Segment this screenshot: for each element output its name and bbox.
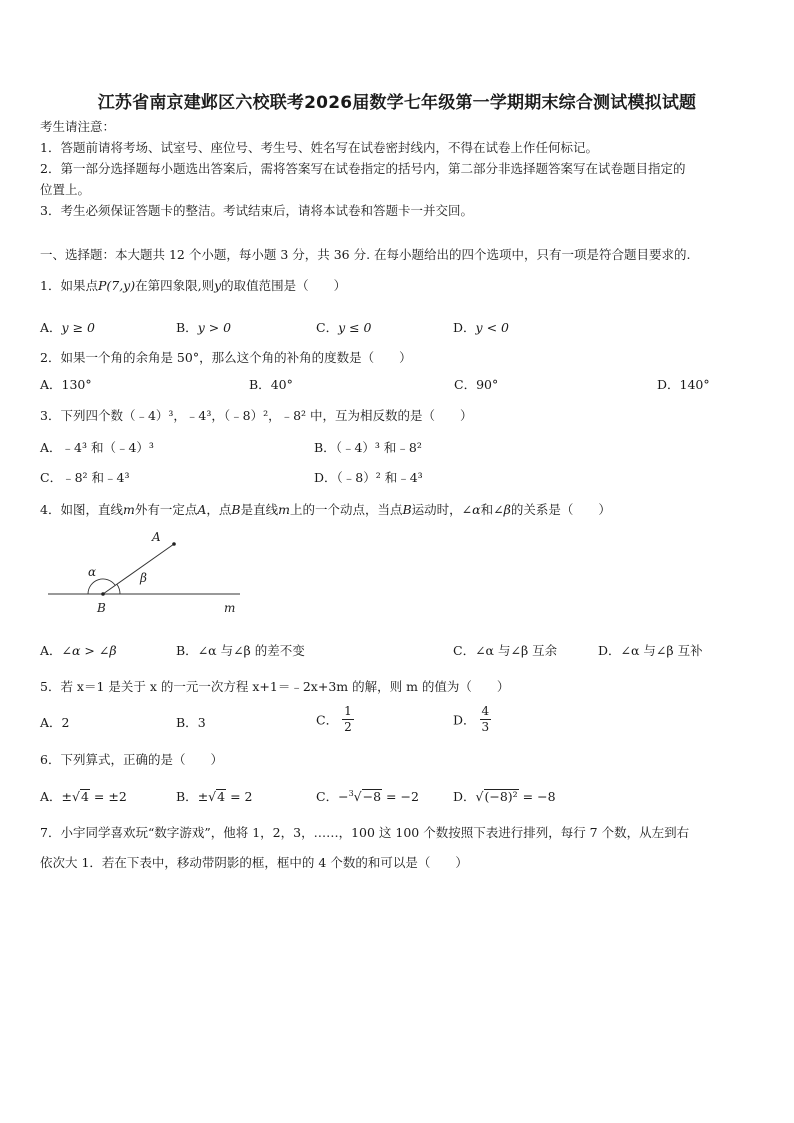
radical-sign-icon: √ — [208, 789, 217, 804]
q6-option-c-index: 3 — [348, 788, 354, 798]
q5-option-b[interactable] — [176, 713, 206, 731]
q4-option-d[interactable] — [598, 641, 703, 659]
q5-option-d-den: 3 — [481, 720, 490, 734]
q3-option-c[interactable] — [40, 468, 129, 486]
q5-option-d-fraction — [480, 704, 492, 735]
point-a — [172, 542, 176, 546]
q4-option-c[interactable] — [453, 641, 557, 659]
q1-mid: 在第四象限,则 — [135, 278, 215, 293]
q3-option-d-letter: D． — [314, 470, 337, 485]
q4-t1: 外有一定点 — [134, 502, 198, 517]
q6-option-a-radicand: 4 — [80, 789, 89, 804]
q3-option-b-value: （﹣4）³ 和﹣8² — [335, 440, 422, 455]
label-a: A — [152, 530, 161, 544]
q6-option-d-post: = −8 — [518, 789, 556, 804]
q4-option-a[interactable] — [40, 641, 117, 659]
q5-option-b-value: 3 — [197, 715, 206, 730]
q5-option-c-letter: C． — [316, 712, 339, 728]
exam-title: 江苏省南京建邺区六校联考2026届数学七年级第一学期期末综合测试模拟试题 — [97, 93, 697, 113]
q4-t3: 是直线 — [240, 502, 279, 517]
q2-option-b[interactable] — [249, 375, 293, 393]
q4-option-b-letter: B． — [176, 643, 198, 658]
q1-option-b-expr: y > 0 — [197, 320, 232, 335]
question-4 — [40, 500, 611, 518]
q4-beta: β — [503, 502, 511, 517]
q1-option-a[interactable] — [40, 318, 95, 336]
q4-option-c-letter: C． — [453, 643, 476, 658]
q1-var: y — [214, 278, 222, 293]
note-item-2-cont: 位置上。 — [40, 182, 91, 197]
q2-option-c-letter: C． — [454, 377, 477, 392]
q6-option-d[interactable] — [453, 787, 556, 805]
q3-option-d[interactable] — [314, 468, 423, 486]
point-b — [101, 592, 105, 596]
q5-option-d-letter: D． — [453, 712, 476, 728]
segment-ab — [103, 544, 174, 594]
question-7-line-1: 7．小宇同学喜欢玩“数字游戏”，他将 1，2，3，……，100 这 100 个数按照下表进行排列，每行 7 个数，从左到右 — [40, 825, 690, 840]
q5-option-a[interactable] — [40, 713, 69, 731]
q1-post: 的取值范围是（ ） — [221, 278, 347, 293]
q4-B: B — [231, 502, 241, 517]
q4-figure — [40, 528, 250, 618]
q5-option-c-fraction — [342, 704, 354, 735]
q5-option-a-value: 2 — [61, 715, 70, 730]
q4-option-c-value: ∠α 与∠β 互余 — [475, 643, 558, 658]
q5-option-a-letter: A． — [40, 715, 62, 730]
q4-t5: 运动时，∠ — [411, 502, 473, 517]
q3-option-b[interactable] — [314, 438, 422, 456]
q3-option-a-value: ﹣4³ 和（﹣4）³ — [61, 440, 154, 455]
q1-option-b-letter: B． — [176, 320, 198, 335]
arc-alpha — [88, 579, 115, 594]
q6-option-a-post: = ±2 — [89, 789, 127, 804]
q6-option-c-radicand: −8 — [362, 789, 382, 804]
q4-option-d-letter: D． — [598, 643, 621, 658]
q4-B2: B — [402, 502, 412, 517]
q4-option-b-value: ∠α 与∠β 的差不变 — [197, 643, 305, 658]
q4-t4: 上的一个动点，当点 — [289, 502, 403, 517]
q1-point: P(7,y) — [97, 278, 136, 293]
q6-option-c-post: = −2 — [382, 789, 419, 804]
q6-option-c-pre: − — [338, 789, 349, 804]
q6-option-b[interactable] — [176, 787, 252, 805]
q2-option-c-value: 90° — [476, 377, 499, 392]
q1-option-a-letter: A． — [40, 320, 62, 335]
question-6: 6．下列算式，正确的是（ ） — [40, 752, 223, 767]
q3-option-a-letter: A． — [40, 440, 62, 455]
q6-option-b-radicand: 4 — [217, 789, 226, 804]
question-3: 3．下列四个数（﹣4）³，﹣4³，（﹣8）²，﹣8² 中，互为相反数的是（ ） — [40, 408, 473, 423]
q4-A: A — [197, 502, 207, 517]
q6-option-c[interactable] — [316, 787, 419, 805]
q2-option-c[interactable] — [454, 375, 498, 393]
q4-option-b[interactable] — [176, 641, 305, 659]
q1-option-b[interactable] — [176, 318, 231, 336]
q1-pre: 1．如果点 — [40, 278, 98, 293]
q6-option-a-pre: ± — [61, 789, 73, 804]
q2-option-a[interactable] — [40, 375, 92, 393]
radical-sign-icon: √ — [475, 789, 484, 804]
question-5: 5．若 x＝1 是关于 x 的一元一次方程 x+1＝﹣2x+3m 的解，则 m 的值为（ ） — [40, 679, 510, 694]
q6-option-d-radicand: (−8)² — [484, 789, 518, 804]
q5-option-d-num: 4 — [481, 704, 490, 718]
label-b: B — [97, 601, 106, 615]
radical-sign-icon: √ — [72, 789, 80, 804]
section-heading: 一、选择题：本大题共 12 个小题，每小题 3 分，共 36 分. 在每小题给出的四个选项中，只有一项是符合题目要求的. — [40, 247, 691, 262]
q6-option-a[interactable] — [40, 787, 127, 805]
q3-option-b-letter: B． — [314, 440, 336, 455]
q1-option-a-expr: y ≥ 0 — [61, 320, 95, 335]
q4-option-d-value: ∠α 与∠β 互补 — [620, 643, 703, 658]
q2-option-d-value: 140° — [679, 377, 710, 392]
q6-option-d-letter: D． — [453, 789, 476, 804]
q2-option-d[interactable] — [657, 375, 710, 393]
q2-option-b-letter: B． — [249, 377, 271, 392]
note-item-1: 1．答题前请将考场、试室号、座位号、考生号、姓名写在试卷密封线内，不得在试卷上作任何标记。 — [40, 140, 598, 155]
q1-option-d[interactable] — [453, 318, 509, 336]
q2-option-d-letter: D． — [657, 377, 680, 392]
q1-option-c-letter: C． — [316, 320, 339, 335]
q2-option-a-letter: A． — [40, 377, 62, 392]
question-1 — [40, 276, 346, 294]
q6-option-b-pre: ± — [197, 789, 209, 804]
q1-option-d-expr: y < 0 — [475, 320, 509, 335]
question-7-line-2: 依次大 1．若在下表中，移动带阴影的框，框中的 4 个数的和可以是（ ） — [40, 855, 468, 870]
q6-option-a-letter: A． — [40, 789, 62, 804]
notes-heading: 考生请注意： — [40, 119, 116, 134]
q4-alpha: α — [472, 502, 481, 517]
q5-option-b-letter: B． — [176, 715, 198, 730]
q3-option-a[interactable] — [40, 438, 154, 456]
q5-option-c-den: 2 — [344, 720, 352, 734]
q6-option-b-letter: B． — [176, 789, 198, 804]
q4-m2: m — [278, 502, 290, 517]
cube-root-sign-icon: √ — [353, 789, 362, 804]
q3-option-c-letter: C． — [40, 470, 63, 485]
q6-option-c-letter: C． — [316, 789, 339, 804]
note-item-2: 2．第一部分选择题每小题选出答案后，需将答案写在试卷指定的括号内，第二部分非选择题答案写在试卷题目指定的 — [40, 161, 686, 176]
q1-option-d-letter: D． — [453, 320, 476, 335]
q5-option-c[interactable] — [316, 704, 354, 735]
q2-option-a-value: 130° — [61, 377, 92, 392]
q4-t7: 的关系是（ ） — [510, 502, 611, 517]
q4-t6: 和∠ — [480, 502, 504, 517]
q4-m: m — [122, 502, 135, 517]
label-beta: β — [140, 571, 147, 585]
q6-option-b-post: = 2 — [226, 789, 253, 804]
q2-option-b-value: 40° — [270, 377, 293, 392]
q1-option-c[interactable] — [316, 318, 372, 336]
label-alpha: α — [88, 565, 97, 579]
q3-option-c-value: ﹣8² 和﹣4³ — [62, 470, 130, 485]
note-item-3: 3．考生必须保证答题卡的整洁。考试结束后，请将本试卷和答题卡一并交回。 — [40, 203, 473, 218]
label-m: m — [224, 601, 236, 615]
question-2: 2．如果一个角的余角是 50°，那么这个角的补角的度数是（ ） — [40, 350, 412, 365]
q5-option-d[interactable] — [453, 704, 491, 735]
q4-option-a-value: ∠α > ∠β — [61, 643, 117, 658]
q1-option-c-expr: y ≤ 0 — [338, 320, 372, 335]
q4-t2: ，点 — [206, 502, 232, 517]
arc-beta — [117, 584, 120, 594]
q4-pre: 4．如图，直线 — [40, 502, 123, 517]
q3-option-d-value: （﹣8）² 和﹣4³ — [336, 470, 423, 485]
q5-option-c-num: 1 — [344, 704, 352, 718]
q4-option-a-letter: A． — [40, 643, 62, 658]
